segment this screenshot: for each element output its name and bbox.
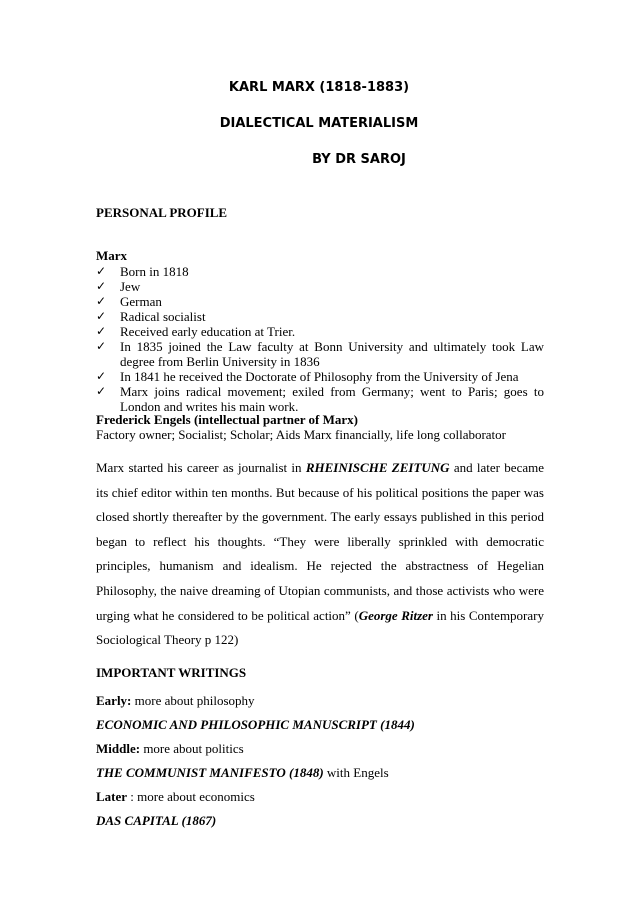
paragraph-line: Philosophy, the naive dreaming of Utopian communists, and those activists who were	[96, 582, 544, 598]
paragraph-line: closed shortly thereafter by the government. The early essays published in this period	[96, 509, 544, 525]
checkmark-icon: ✓	[96, 294, 107, 308]
engels-text: Factory owner; Socialist; Scholar; Aids Marx financially, life long collaborator	[96, 427, 507, 442]
document-author: BY DR SAROJ	[312, 152, 406, 167]
paragraph-line: Sociological Theory p 122)	[96, 632, 239, 648]
writings-heading: IMPORTANT WRITINGS	[96, 665, 247, 680]
later-work-title: DAS CAPITAL (1867)	[96, 813, 217, 828]
checkmark-icon: ✓	[96, 309, 107, 323]
paragraph-line: began to reflect his thoughts. “They were liberally sprinkled with democratic	[96, 533, 544, 549]
list-item: ✓ Jew	[96, 279, 141, 294]
list-item: ✓ Radical socialist	[96, 309, 206, 324]
engels-heading: Frederick Engels (intellectual partner of Marx)	[96, 412, 358, 427]
paragraph-line: principles, humanism and idealism. He rejected the abstractness of Hegelian	[96, 558, 544, 574]
checkmark-icon: ✓	[96, 339, 107, 353]
paragraph-line: urging what he considered to be political action” (George Ritzer in his Contemporary	[96, 607, 544, 623]
checkmark-icon: ✓	[96, 324, 107, 338]
checkmark-icon: ✓	[96, 279, 107, 293]
list-item: ✓ Received early education at Trier.	[96, 324, 296, 339]
list-item: ✓ In 1841 he received the Doctorate of Philosophy from the University of Jena	[96, 369, 519, 384]
profile-subject: Marx	[96, 248, 128, 263]
list-item: ✓ Marx joins radical movement; exiled from Germany; went to Paris; goes to London and writes his main work.	[96, 384, 544, 414]
checkmark-icon: ✓	[96, 384, 107, 398]
middle-period: Middle: more about politics	[96, 741, 244, 756]
paragraph-line: Marx started his career as journalist in RHEINISCHE ZEITUNG and later became	[96, 460, 545, 475]
document-subtitle: DIALECTICAL MATERIALISM	[219, 116, 419, 131]
middle-work-title: THE COMMUNIST MANIFESTO (1848) with Engels	[96, 765, 389, 780]
cited-author: George Ritzer	[358, 607, 433, 623]
later-period: Later : more about economics	[96, 789, 255, 804]
paragraph-line: its chief editor within ten months. But because of his political positions the paper was	[96, 484, 544, 500]
newspaper-name: RHEINISCHE ZEITUNG	[305, 460, 450, 475]
list-item: ✓ In 1835 joined the Law faculty at Bonn University and ultimately took Law degree from Berlin University in 1836	[96, 339, 544, 369]
list-item: ✓ Born in 1818	[96, 264, 189, 279]
early-work-title: ECONOMIC AND PHILOSOPHIC MANUSCRIPT (1844)	[96, 717, 415, 732]
career-paragraph	[96, 456, 544, 653]
document-title: KARL MARX (1818-1883)	[228, 80, 410, 95]
profile-list	[96, 264, 544, 414]
profile-heading: PERSONAL PROFILE	[96, 205, 228, 220]
checkmark-icon: ✓	[96, 264, 107, 278]
list-item: ✓ German	[96, 294, 162, 309]
checkmark-icon: ✓	[96, 369, 107, 383]
early-period: Early: more about philosophy	[96, 693, 255, 708]
